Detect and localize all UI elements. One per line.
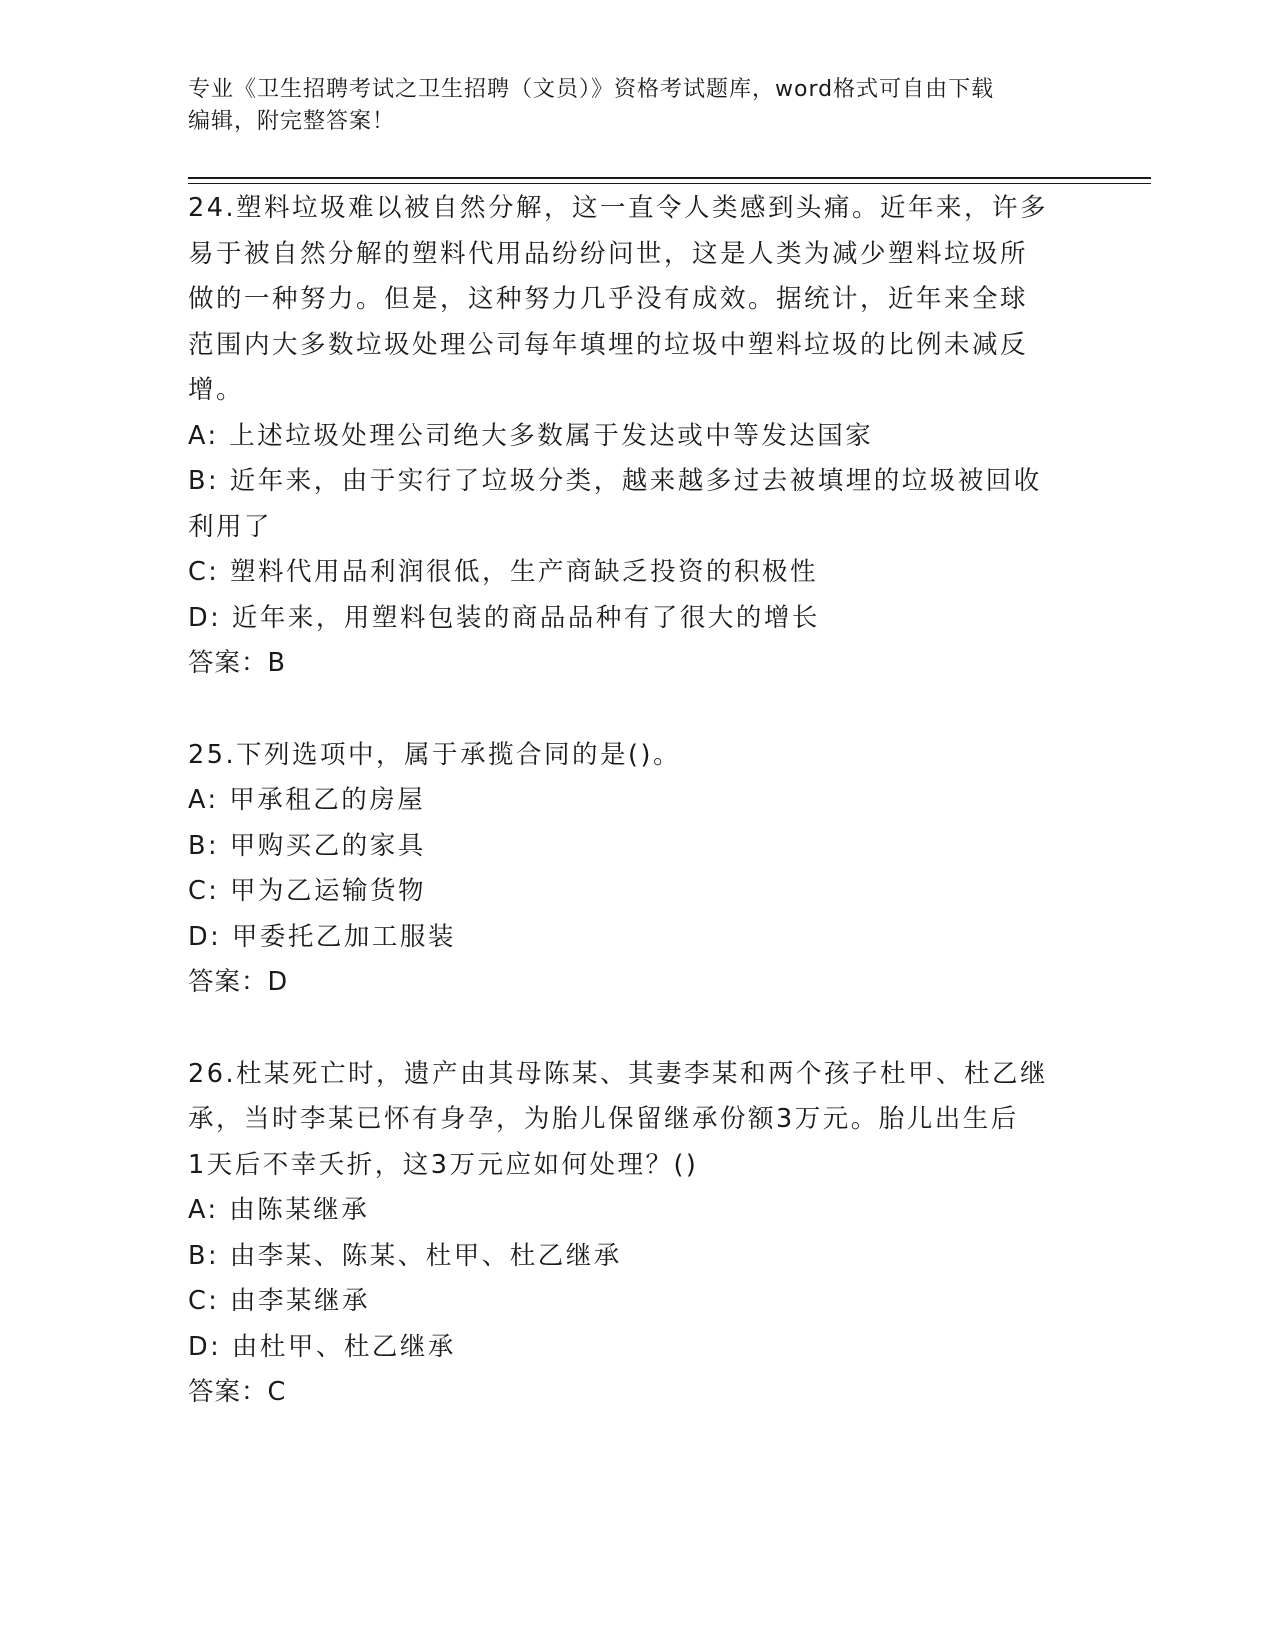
option-d: D: 近年来，用塑料包装的商品品种有了很大的增长 bbox=[188, 602, 820, 633]
stem-line: 做的一种努力。但是，这种努力几乎没有成效。据统计，近年来全球 bbox=[188, 284, 1029, 314]
option-a: A: 甲承租乙的房屋 bbox=[188, 785, 426, 815]
question-stem bbox=[188, 1052, 1088, 1189]
question-list bbox=[188, 186, 1088, 1416]
option-b: B: 由李某、陈某、杜甲、杜乙继承 bbox=[188, 1240, 622, 1271]
stem-line: 易于被自然分解的塑料代用品纷纷问世，这是人类为减少塑料垃圾所 bbox=[188, 238, 1029, 269]
header-divider-thick bbox=[188, 177, 1151, 179]
option-c: C: 塑料代用品利润很低，生产商缺乏投资的积极性 bbox=[188, 557, 819, 587]
header-line-2: 编辑，附完整答案！ bbox=[188, 109, 396, 134]
question-stem bbox=[188, 733, 1088, 779]
option-c: C: 由李某继承 bbox=[188, 1286, 371, 1316]
option-c: C: 甲为乙运输货物 bbox=[188, 876, 427, 906]
option-b: B: 近年来，由于实行了垃圾分类，越来越多过去被填埋的垃圾被回收 bbox=[188, 466, 1042, 496]
option-b-continued: 利用了 bbox=[188, 511, 273, 542]
stem-line: 25.下列选项中，属于承揽合同的是()。 bbox=[188, 739, 681, 770]
question-25 bbox=[188, 733, 1088, 1006]
option-a: A: 上述垃圾处理公司绝大多数属于发达或中等发达国家 bbox=[188, 420, 874, 451]
stem-line: 增。 bbox=[188, 375, 245, 405]
stem-line: 1天后不幸夭折，这3万元应如何处理？() bbox=[188, 1149, 699, 1180]
stem-line: 24.塑料垃圾难以被自然分解，这一直令人类感到头痛。近年来，许多 bbox=[188, 193, 1049, 223]
question-stem bbox=[188, 186, 1088, 414]
stem-line: 26.杜某死亡时，遗产由其母陈某、其妻李某和两个孩子杜甲、杜乙继 bbox=[188, 1058, 1049, 1089]
answer-label: 答案：B bbox=[188, 648, 286, 678]
option-d: D: 甲委托乙加工服装 bbox=[188, 921, 456, 952]
document-header bbox=[188, 74, 1088, 138]
option-d: D: 由杜甲、杜乙继承 bbox=[188, 1331, 456, 1362]
spacer bbox=[188, 687, 1088, 733]
answer-label: 答案：D bbox=[188, 967, 289, 997]
header-line-1: 专业《卫生招聘考试之卫生招聘（文员）》资格考试题库，word格式可自由下载 bbox=[188, 77, 995, 102]
spacer bbox=[188, 1006, 1088, 1052]
question-26 bbox=[188, 1052, 1088, 1416]
stem-line: 范围内大多数垃圾处理公司每年填埋的垃圾中塑料垃圾的比例未减反 bbox=[188, 329, 1029, 360]
stem-line: 承，当时李某已怀有身孕，为胎儿保留继承份额3万元。胎儿出生后 bbox=[188, 1104, 1019, 1134]
answer-label: 答案：C bbox=[188, 1377, 287, 1407]
header-divider-thin bbox=[188, 183, 1151, 184]
question-24 bbox=[188, 186, 1088, 687]
option-a: A: 由陈某继承 bbox=[188, 1195, 370, 1225]
option-b: B: 甲购买乙的家具 bbox=[188, 830, 426, 861]
